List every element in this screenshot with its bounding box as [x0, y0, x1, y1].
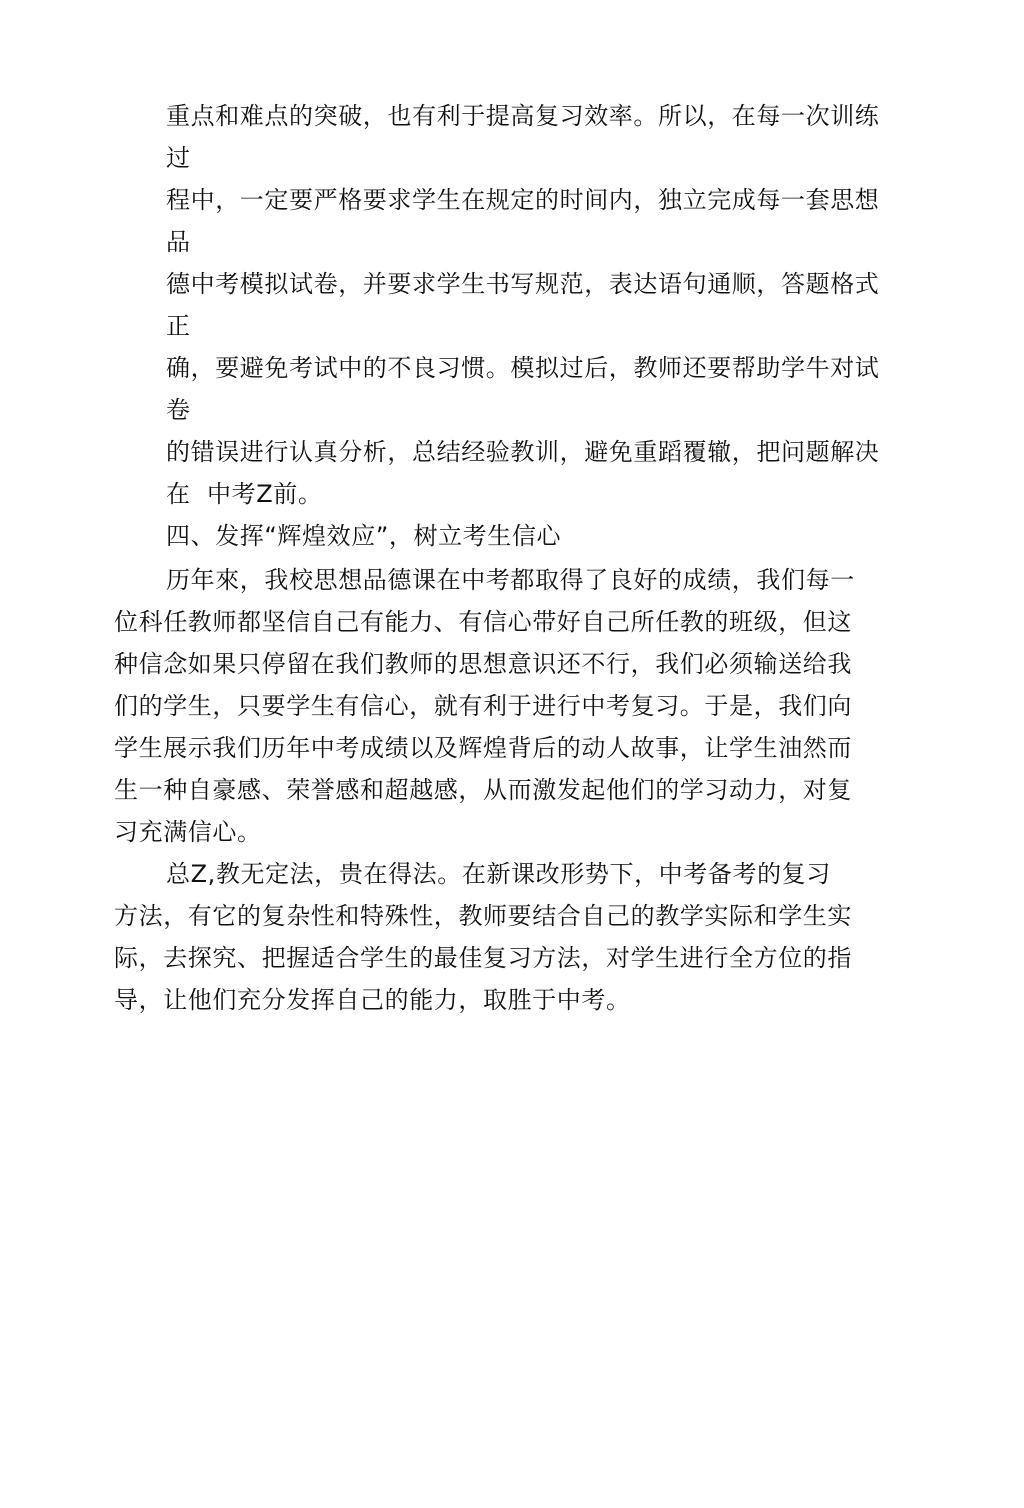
text-line: 过 [166, 144, 191, 172]
text-line: 卷 [166, 396, 191, 424]
paragraph-line: 生一种自豪感、荣誉感和超越感，从而激发起他们的学习动力，对复 [114, 776, 852, 804]
text-line: 德中考模拟试卷，并要求学生书写规范，表达语句通顺，答题格式 [166, 270, 880, 298]
paragraph-line: 们的学生，只要学生有信心，就有利于进行中考复习。于是，我们向 [114, 692, 852, 720]
text-line: 在 中考Z前。 [166, 480, 323, 508]
text-line: 的错误进行认真分析，总结经验教训，避免重蹈覆辙，把问题解决 [166, 438, 880, 466]
paragraph-line: 方法，有它的复杂性和特殊性，教师要结合自己的教学实际和学生实 [114, 902, 852, 930]
text-line: 品 [166, 228, 191, 256]
paragraph-line: 种信念如果只停留在我们教师的思想意识还不行，我们必须输送给我 [114, 650, 852, 678]
text-line: 确，要避免考试中的不良习惯。模拟过后，教师还要帮助学牛对试 [166, 354, 880, 382]
paragraph-line: 导，让他们充分发挥自己的能力，取胜于中考。 [114, 986, 631, 1014]
paragraph-line: 位科任教师都坚信自己有能力、有信心带好自己所任教的班级，但这 [114, 608, 852, 636]
paragraph-line: 学生展示我们历年中考成绩以及辉煌背后的动人故事，让学生油然而 [114, 734, 852, 762]
paragraph-line: 总Z,教无定法，贵在得法。在新课改形势下，中考备考的复习 [166, 860, 831, 888]
text-line: 重点和难点的突破，也有利于提高复习效率。所以，在每一次训练 [166, 102, 880, 130]
text-line: 程中，一定要严格要求学生在规定的时间内，独立完成每一套思想 [166, 186, 880, 214]
text-line: 正 [166, 312, 191, 340]
paragraph-line: 习充满信心。 [114, 818, 262, 846]
section-heading: 四、发挥“辉煌效应”，树立考生信心 [166, 522, 562, 550]
paragraph-line: 历年來，我校思想品德课在中考都取得了良好的成绩，我们每一 [166, 566, 855, 594]
paragraph-line: 际，去探究、把握适合学生的最佳复习方法，对学生进行全方位的指 [114, 944, 852, 972]
